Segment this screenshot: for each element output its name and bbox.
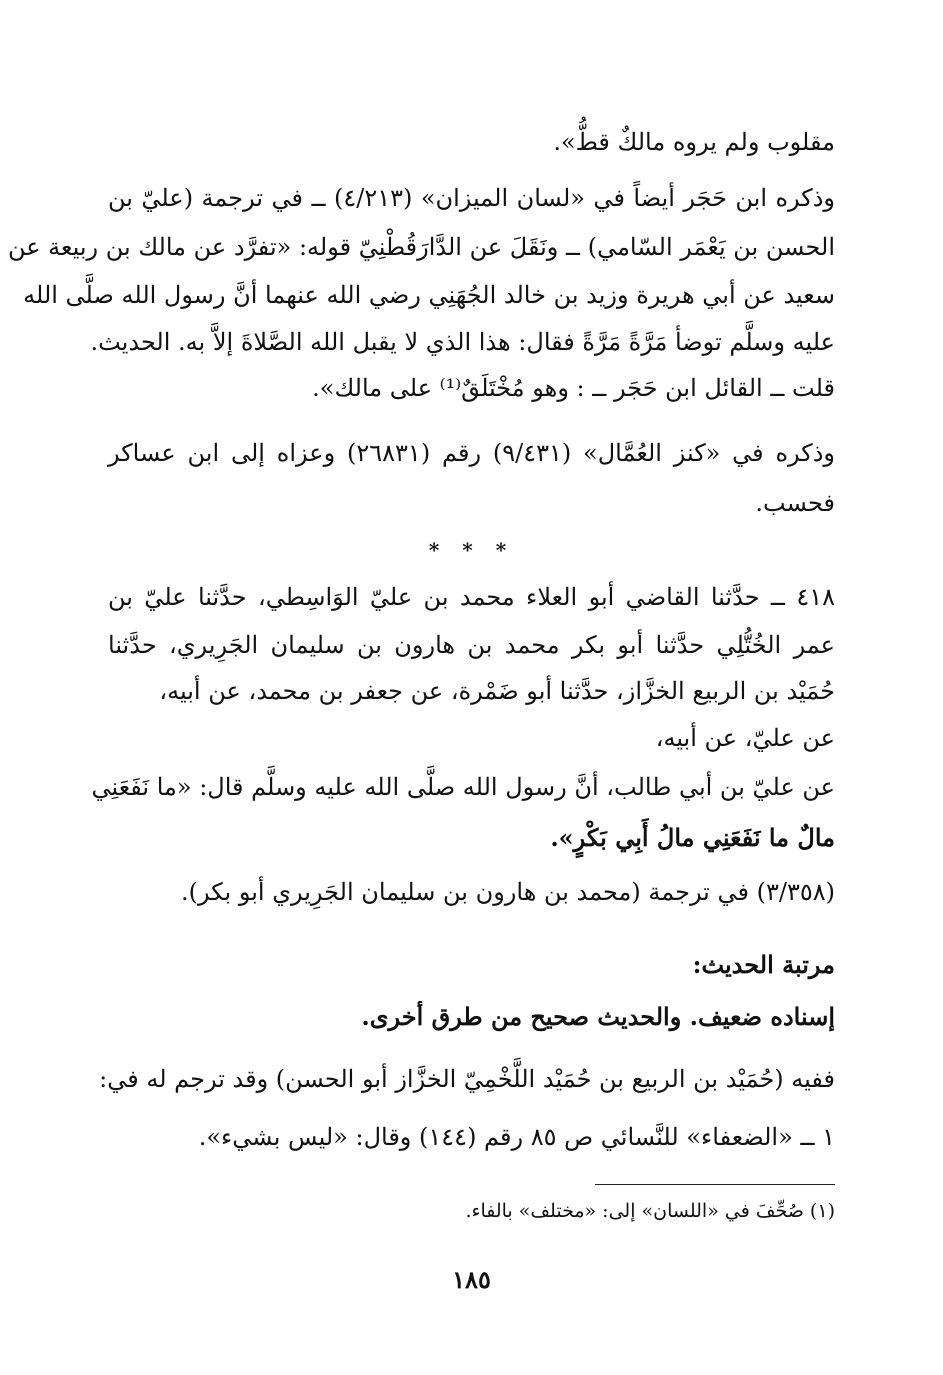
text-line: سعيد عن أبي هريرة وزيد بن خالد الجُهَنِي رضي الله عنهما أنَّ رسول الله صلَّى الله: [23, 281, 835, 309]
hadith-line: عن عليّ بن أبي طالب، أنَّ رسول الله صلَّى الله عليه وسلَّم قال: «ما نَفَعَنِي: [91, 773, 835, 801]
text-line: وذكره في «كنز العُمَّال» (٩/٤٣١) رقم (٢٦٨٣١) وعزاه إلى ابن عساكر: [108, 439, 835, 467]
page-number: ١٨٥: [452, 1265, 491, 1294]
hadith-matn: مالٌ ما نَفَعَنِي مالُ أَبِي بَكْرٍ».: [550, 823, 835, 852]
text-line: فحسب.: [755, 489, 835, 517]
text-line: ففيه (حُمَيْد بن الربيع بن حُمَيْد اللَّخْمِيّ الخزَّاز أبو الحسن) وقد ترجم له في:: [99, 1065, 835, 1093]
hadith-line: ٤١٨ ــ حدَّثنا القاضي أبو العلاء محمد بن عليّ الوَاسِطي، حدَّثنا عليّ بن: [108, 583, 835, 611]
text-line: مقلوب ولم يروه مالكٌ قطُّ».: [553, 128, 835, 156]
footnote-rule: [595, 1184, 835, 1185]
text-line: عليه وسلَّم توضأ مَرَّةً مَرَّةً فقال: هذا الذي لا يقبل الله الصَّلاةَ إلاَّ به. الحديث.: [90, 328, 835, 356]
section-heading: مرتبة الحديث:: [692, 950, 835, 979]
grading-line: إسناده ضعيف. والحديث صحيح من طرق أخرى.: [361, 1002, 835, 1031]
text-line: وذكره ابن حَجَر أيضاً في «لسان الميزان» (٤/٢١٣) ــ في ترجمة (عليّ بن: [108, 184, 835, 212]
section-separator: * * *: [428, 538, 515, 562]
text-line: قلت ــ القائل ابن حَجَر ــ : وهو مُخْتَلَقٌ⁽¹⁾ على مالك».: [312, 374, 835, 402]
hadith-line: عن عليّ، عن أبيه،: [655, 724, 835, 752]
text-line: الحسن بن يَعْمَر السّامي) ــ ونَقَلَ عن الدَّارَقُطْنِيّ قوله: «تفرَّد عن مالك بن ربيعة عن: [7, 233, 835, 261]
source-reference: (٣/٣٥٨) في ترجمة (محمد بن هارون بن سليمان الجَرِيري أبو بكر).: [181, 878, 835, 906]
hadith-line: حُمَيْد بن الربيع الخزَّاز، حدَّثنا أبو ضَمْرة، عن جعفر بن محمد، عن أبيه،: [159, 677, 835, 705]
text-line: ١ ــ «الضعفاء» للنَّسائي ص ٨٥ رقم (١٤٤) وقال: «ليس بشيء».: [198, 1123, 835, 1151]
hadith-line: عمر الخُتُّلِي حدَّثنا أبو بكر محمد بن هارون بن سليمان الجَرِيري، حدَّثنا: [108, 631, 836, 659]
footnote: (١) صُحِّفَ في «اللسان» إلى: «مختلف» بالفاء.: [465, 1200, 835, 1222]
